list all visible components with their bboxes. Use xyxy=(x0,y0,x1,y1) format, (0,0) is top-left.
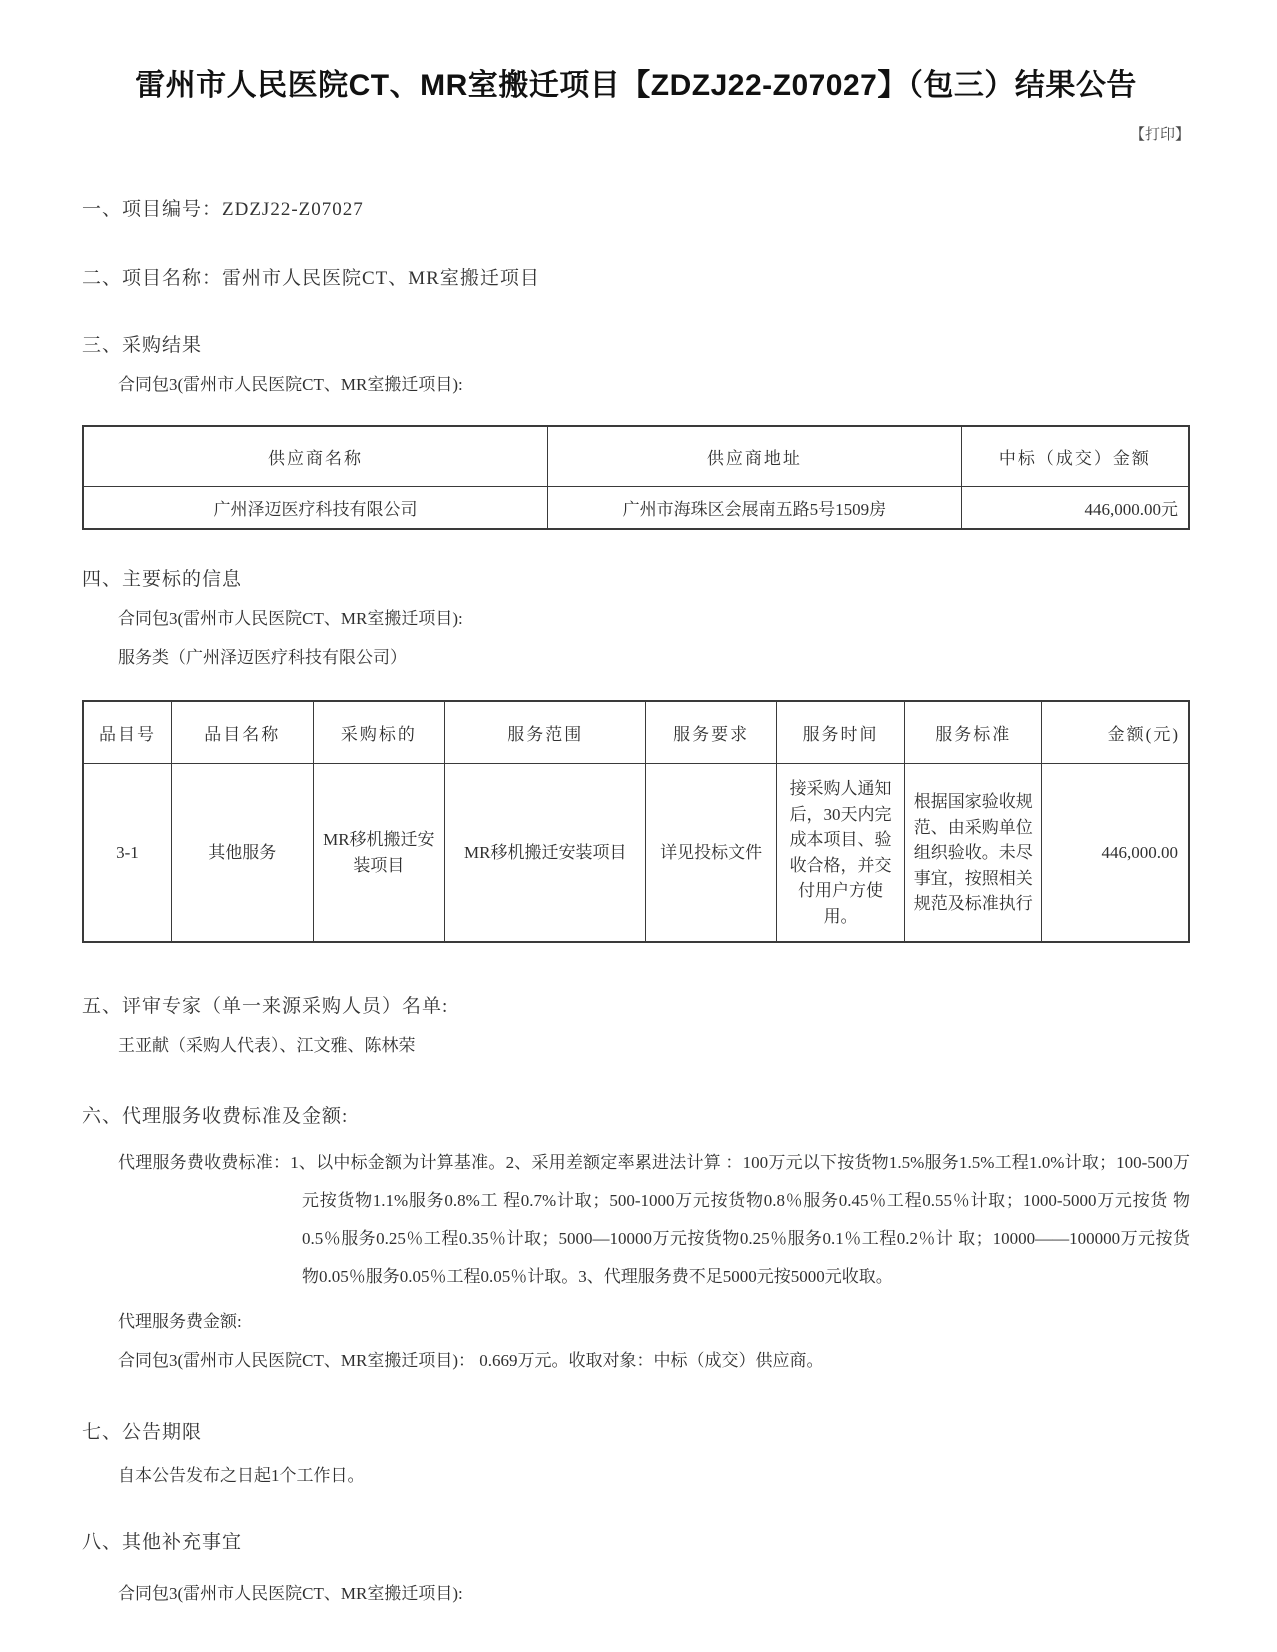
subject-table-header-item-name: 品目名称 xyxy=(171,701,313,764)
award-amount-cell: 446,000.00元 xyxy=(961,487,1189,530)
result-table-header-supplier-address: 供应商地址 xyxy=(548,426,962,487)
result-table-header-supplier-name: 供应商名称 xyxy=(83,426,548,487)
result-table-header-row xyxy=(83,426,1189,487)
service-requirement-cell: 详见投标文件 xyxy=(646,764,777,943)
subject-category-label: 服务类（广州泽迈医疗科技有限公司） xyxy=(118,647,407,667)
section-heading-project-number: 一、项目编号：ZDZJ22-Z07027 xyxy=(82,198,364,220)
subject-table-header-amount: 金额(元) xyxy=(1042,701,1189,764)
result-table-header-award-amount: 中标（成交）金额 xyxy=(961,426,1189,487)
other-matters-package-label: 合同包3(雷州市人民医院CT、MR室搬迁项目): xyxy=(118,1583,463,1603)
print-row xyxy=(82,123,1190,144)
announcement-document xyxy=(82,0,1190,1607)
subject-table-row xyxy=(83,764,1189,943)
result-table xyxy=(82,425,1190,530)
supplier-address-cell: 广州市海珠区会展南五路5号1509房 xyxy=(548,487,962,530)
subject-table-header-service-standard: 服务标准 xyxy=(905,701,1042,764)
item-name-cell: 其他服务 xyxy=(171,764,313,943)
procurement-subject-cell: MR移机搬迁安装项目 xyxy=(313,764,445,943)
section-heading-announcement-period: 七、公告期限 xyxy=(82,1422,203,1444)
subject-table xyxy=(82,700,1190,943)
subject-table-header-procurement-subject: 采购标的 xyxy=(313,701,445,764)
amount-cell: 446,000.00 xyxy=(1042,764,1189,943)
supplier-name-cell: 广州泽迈医疗科技有限公司 xyxy=(83,487,548,530)
subject-package-label: 合同包3(雷州市人民医院CT、MR室搬迁项目): xyxy=(118,609,463,629)
result-table-row xyxy=(83,487,1189,530)
service-standard-cell: 根据国家验收规范、由采购单位组织验收。未尽事宜，按照相关规范及标准执行 xyxy=(905,764,1042,943)
subject-table-header-item-no: 品目号 xyxy=(83,701,171,764)
section-heading-subject-info: 四、主要标的信息 xyxy=(82,569,243,591)
subject-table-header-row xyxy=(83,701,1189,764)
announcement-period-body: 自本公告发布之日起1个工作日。 xyxy=(118,1466,365,1486)
print-button[interactable]: 【打印】 xyxy=(1129,126,1190,143)
section-heading-other-matters: 八、其他补充事宜 xyxy=(82,1531,243,1553)
experts-names: 王亚献（采购人代表）、江文雅、陈林荣 xyxy=(118,1036,416,1056)
section-heading-experts: 五、评审专家（单一来源采购人员）名单: xyxy=(82,996,449,1018)
result-package-label: 合同包3(雷州市人民医院CT、MR室搬迁项目): xyxy=(118,374,463,394)
agency-fee-amount-text: 合同包3(雷州市人民医院CT、MR室搬迁项目)： 0.669万元。收取对象：中标（成交）供应商。 xyxy=(118,1350,824,1370)
item-no-cell: 3-1 xyxy=(83,764,171,943)
subject-table-header-service-requirement: 服务要求 xyxy=(646,701,777,764)
page-title: 雷州市人民医院CT、MR室搬迁项目【ZDZJ22-Z07027】（包三）结果公告 xyxy=(135,69,1137,102)
subject-table-header-service-scope: 服务范围 xyxy=(445,701,646,764)
service-time-cell: 接采购人通知后，30天内完成本项目、验收合格，并交付用户方使用。 xyxy=(776,764,904,943)
service-scope-cell: MR移机搬迁安装项目 xyxy=(445,764,646,943)
subject-table-header-service-time: 服务时间 xyxy=(776,701,904,764)
section-heading-procurement-result: 三、采购结果 xyxy=(82,334,203,356)
section-heading-agency-fee: 六、代理服务收费标准及金额: xyxy=(82,1106,349,1128)
agency-fee-standard: 代理服务费收费标准：1、以中标金额为计算基准。2、采用差额定率累进法计算 ：100万元以下按货物1.5%服务1.5%工程1.0%计取；100-500万元按货物1.1%服务0.8%工 程0.7%计取；500-1000万元按货物0.8％服务0.45％工程0.55％计取；1000-5000万元按货 物0.5％服务0.25％工程0.35％计取；5000—10000万元按货物0.25％服务0.1％工程0.2％计 取；10000——100000万元按货物0.05％服务0.05％工程0.05％计取。3、代理服务费不足5000元按5000元收取。 xyxy=(118,1153,1190,1287)
section-heading-project-name: 二、项目名称：雷州市人民医院CT、MR室搬迁项目 xyxy=(82,267,540,289)
agency-fee-amount-label: 代理服务费金额: xyxy=(118,1312,242,1332)
